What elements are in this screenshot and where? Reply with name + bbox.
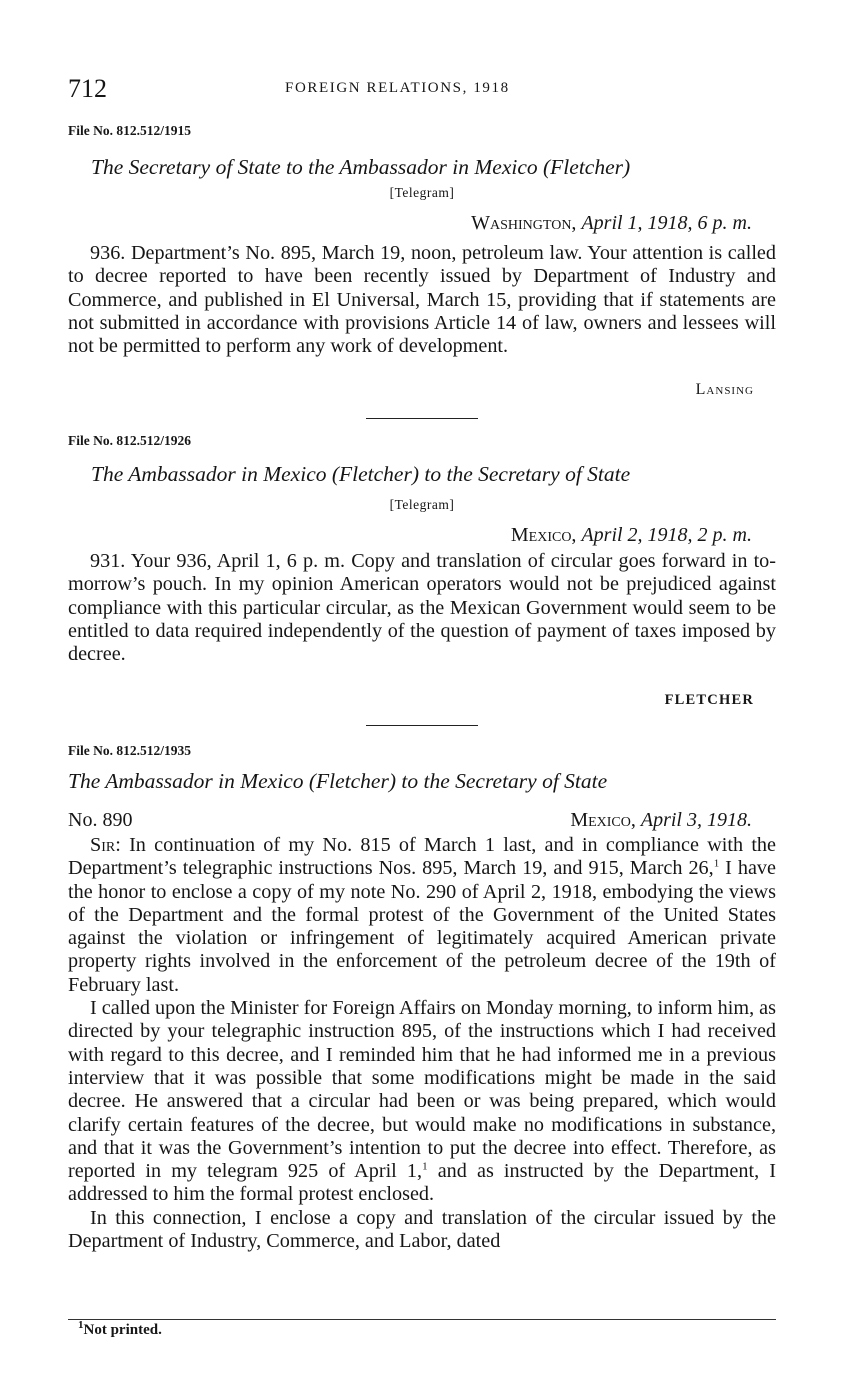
body-paragraph: I called upon the Minister for Foreign Affairs on Monday morning, to inform him, as directed by your telegraphic instruction 895, of the instructions which I had received with regard to this decree, and I reminded him that he had informed me in a previous interview that it was possible that some modifications might be made in the said decree. He answered that a circular had been or was being prepared, which would clarify certain features of the decree, but would make no modifications in substance, and that it was the Government’s intention to put the decree into effect. Therefore, as reported in my telegram 925 of April 1,$^1$ and as instructed by the Department, I addressed to him the formal protest enclosed. [68,997,776,1206]
footnote-divider [68,1319,776,1320]
page-header [68,74,776,110]
body-paragraph: 936. Department’s No. 895, March 19, noon, petroleum law. Your attention is called to decree reported to have been recently issued by Department of Industry and Commerce, and published in El Universal, March 15, providing that if statements are not submitted in accordance with provisions Article 14 of law, owners and lessees will not be permitted to perform any work of development. [68,242,776,358]
footnote-text: Not printed. [83,1322,162,1338]
document-title: The Secretary of State to the Ambassador in Mexico (Fletcher) [91,155,631,179]
section-divider [366,725,478,726]
dateline [570,809,752,832]
telegram-label: [Telegram] [389,185,455,200]
file-number: File No. 812.512/1926 [68,433,191,448]
page-number: 712 [68,74,107,103]
file-number: File No. 812.512/1915 [68,123,191,138]
document-number: No. 890 [68,809,133,831]
dateline-place: Mexico, [510,524,577,546]
document-title: The Ambassador in Mexico (Fletcher) to the Secretary of State [68,769,608,793]
dateline-date: April 2, 1918, 2 p. m. [581,524,752,546]
body-paragraph: In this connection, I enclose a copy and translation of the circular issued by the Department of Industry, Commerce, and Labor, dated [68,1206,776,1253]
footnote-ref: 1 [713,857,720,870]
running-head: FOREIGN RELATIONS, 1918 [285,80,510,96]
dateline [511,524,752,547]
signature: Lansing [695,381,754,398]
dateline-date: April 1, 1918, 6 p. m. [581,212,752,234]
signature: FLETCHER [664,692,754,708]
telegram-label: [Telegram] [389,497,455,512]
dateline [471,212,752,235]
footnote-marker: 1 [78,1319,84,1331]
dateline-place: Washington, [471,212,577,234]
body-paragraph: Sir: In continuation of my No. 815 of March 1 last, and in compliance with the Department’s telegraphic instructions Nos. 895, March 19, and 915, March 26,$^1$ I have the honor to enclose a copy of my note No. 290 of April 2, 1918, embodying the views of the Department and the formal protest of the Government of the United States against the violation or infringement of legitimately acquired American private property rights involved in the enforcement of the petroleum decree of the 19th of February last. [68,834,776,996]
salutation: Sir: [90,834,121,856]
document-title: The Ambassador in Mexico (Fletcher) to the Secretary of State [91,462,631,486]
footnote [78,1319,162,1339]
dateline-place: Mexico, [570,809,636,831]
dateline-date: April 3, 1918. [640,809,752,831]
footnote-ref: 1 [422,1160,428,1173]
body-paragraph: 931. Your 936, April 1, 6 p. m. Copy and translation of circular goes forward in to-morrow’s pouch. In my opinion American operators would not be prejudiced against compliance with this particular circular, as the Mexican Government would seem to be entitled to data required independently of the question of payment of taxes imposed by decree. [68,550,776,666]
document-body [68,834,776,1253]
section-divider [366,418,478,419]
file-number: File No. 812.512/1935 [68,743,191,758]
document-body [68,550,776,666]
document-body [68,242,776,358]
